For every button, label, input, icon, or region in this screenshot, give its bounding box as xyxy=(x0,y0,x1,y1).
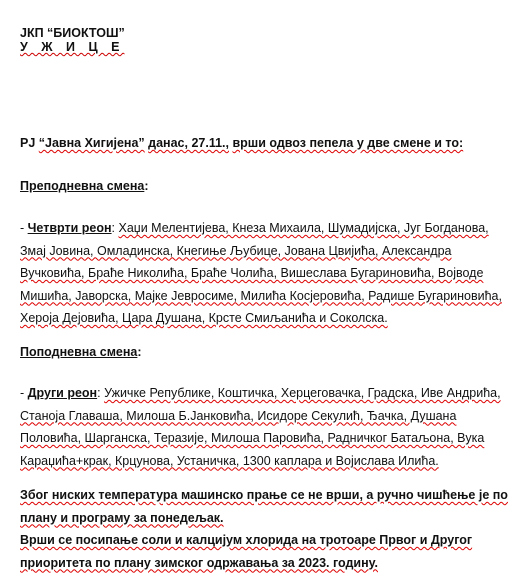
unit-name: “Јавна Хигијена” xyxy=(38,136,145,150)
notes-paragraph xyxy=(20,484,515,574)
afternoon-streets: Ужичке Републике, Коштичка, Херцеговачка, Градска, Иве Андрића, Станоја Главаша, Милоша Б.Јанковића, Исидоре Секулић, Ђачка, Душана Половића, Шарганска, Теразије, Милоша Паровића, Радничког Батаљона, Вука Караџића+крак, Крцунова, Устаничка, 1300 каплара и Војислава Илића. xyxy=(20,386,501,468)
company-name: ЈКП “БИОКТОШ” xyxy=(20,26,125,40)
morning-shift-heading xyxy=(20,175,515,198)
afternoon-region: Други реон xyxy=(27,386,98,400)
afternoon-shift-title: Поподневна смена xyxy=(20,345,138,359)
morning-dash: - xyxy=(20,221,28,235)
note-salting: Врши се посипање соли и калцијум хлорида на тротоаре Првог и Другог приоритета по плану зимског одржавања за 2023. годину. xyxy=(20,533,473,570)
note-washing: Због ниских температура машинско прање се не врши, а ручно чишћење је по плану и програму за понедељак. xyxy=(20,488,508,525)
morning-shift-title: Преподневна смена xyxy=(20,179,145,193)
afternoon-shift-heading xyxy=(20,341,515,364)
afternoon-colon: : xyxy=(137,345,142,359)
document-header xyxy=(20,26,125,54)
afternoon-dash: - xyxy=(20,386,28,400)
morning-shift-paragraph: - Четврти реон: Хаџи Мелентијева, Кнеза Михаила, Шумадијска, Југ Богданова, Змај Јовина, Омладинска, Кнегиње Љубице, Јована Цвијића, Александра Вучковића, Браће Николића, Браће Чолића, Вишеслава Бугариновића, Војводе Мишића, Јаворска, Мајке Јевросиме, Милића Косјеровића, Радише Бугариновића, Хероја Дејовића, Цара Душана, Крсте Смиљанића и Соколска. xyxy=(20,221,502,325)
intro-rest: врши одвоз пепела у две смене и то: xyxy=(232,136,464,150)
intro-paragraph xyxy=(20,132,515,155)
city-name: У Ж И Ц Е xyxy=(20,40,125,54)
rj-label: РЈ xyxy=(20,136,36,150)
afternoon-shift-paragraph: - Други реон: Ужичке Републике, Коштичка, Херцеговачка, Градска, Иве Андрића, Станоја Главаша, Милоша Б.Јанковића, Исидоре Секулић, Ђачка, Душана Половића, Шарганска, Теразије, Милоша Паровића, Радничког Батаљона, Вука Караџића+крак, Крцунова, Устаничка, 1300 каплара и Војислава Илића. xyxy=(20,386,501,468)
morning-streets: Хаџи Мелентијева, Кнеза Михаила, Шумадијска, Југ Богданова, Змај Јовина, Омладинска, Кнегиње Љубице, Јована Цвијића, Александра Вучковића, Браће Николића, Браће Чолића, Вишеслава Бугариновића, Војводе Мишића, Јаворска, Мајке Јевросиме, Милића Косјеровића, Радише Бугариновића, Хероја Дејовића, Цара Душана, Крсте Смиљанића и Соколска. xyxy=(20,221,502,325)
date-text: данас, 27.11., xyxy=(148,136,229,150)
morning-region: Четврти реон xyxy=(27,221,112,235)
morning-colon: : xyxy=(144,179,149,193)
